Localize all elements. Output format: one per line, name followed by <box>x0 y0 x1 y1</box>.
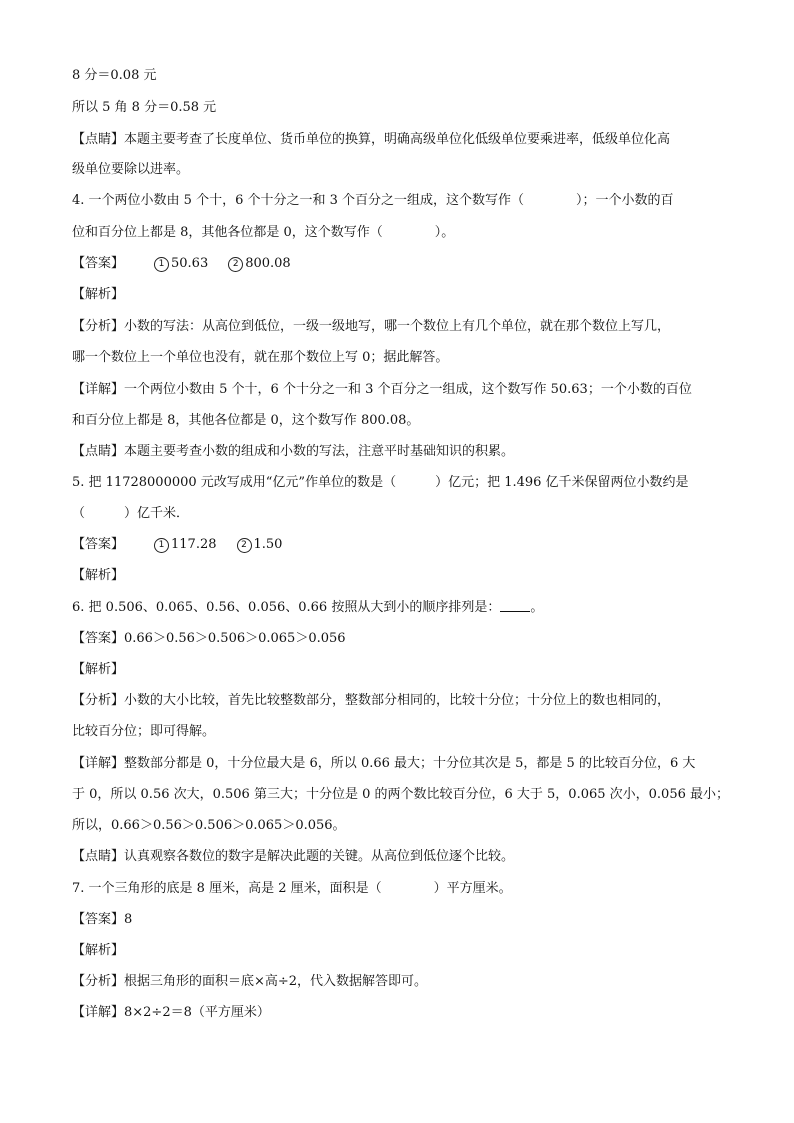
answer-label: 【答案】 <box>72 256 125 271</box>
xiangjie-line: 【详解】一个两位小数由 5 个十，6 个十分之一和 3 个百分之一组成，这个数写作 50.63；一个小数的百位 <box>72 382 692 397</box>
analysis-heading: 【解析】 <box>72 568 125 583</box>
text-line: 8 分＝0.08 元 <box>72 68 157 83</box>
circled-number: 2 <box>228 257 243 272</box>
answer-value: 117.28 <box>171 537 217 552</box>
text-line: 和百分位上都是 8，其他各位都是 0，这个数写作 800.08。 <box>72 413 420 428</box>
fenxi-line: 【分析】小数的写法：从高位到低位，一级一级地写，哪一个数位上有几个单位，就在那个数位上写几， <box>72 319 671 334</box>
answer-label: 【答案】 <box>72 537 125 552</box>
question-4-cont: 位和百分位上都是 8，其他各位都是 0，这个数写作（ ）。 <box>72 225 455 240</box>
analysis-heading: 【解析】 <box>72 287 125 302</box>
question-5-cont: （ ）亿千米． <box>72 506 190 521</box>
text-line: 所以，0.66＞0.56＞0.506＞0.065＞0.056。 <box>72 818 346 833</box>
answer-value: 50.63 <box>171 256 209 271</box>
text-line: 所以 5 角 8 分＝0.58 元 <box>72 100 217 115</box>
circled-number: 1 <box>154 257 169 272</box>
circled-number: 1 <box>154 538 169 553</box>
analysis-heading: 【解析】 <box>72 662 125 677</box>
text-line: 哪一个数位上一个单位也没有，就在那个数位上写 0；据此解答。 <box>72 350 449 365</box>
dianjing-line: 【点睛】本题主要考查小数的组成和小数的写法，注意平时基础知识的积累。 <box>72 444 515 459</box>
text-line: 级单位要除以进率。 <box>72 162 190 177</box>
dianjing-line: 【点睛】本题主要考查了长度单位、货币单位的换算，明确高级单位化低级单位要乘进率，低级单位化高 <box>72 132 671 147</box>
answer-q5 <box>72 536 282 554</box>
dianjing-line: 【点睛】认真观察各数位的数字是解决此题的关键。从高位到低位逐个比较。 <box>72 849 515 864</box>
question-5: 5. 把 11728000000 元改写成用“亿元”作单位的数是（ ）亿元；把 1.496 亿千米保留两位小数约是 <box>72 475 689 490</box>
xiangjie-line: 【详解】整数部分都是 0，十分位最大是 6，所以 0.66 最大；十分位其次是 5，都是 5 的比较百分位，6 大 <box>72 756 696 771</box>
question-6-text: 6. 把 0.506、0.065、0.56、0.056、0.66 按照从大到小的顺序排列是： <box>72 600 501 615</box>
question-6 <box>72 599 543 617</box>
circled-number: 2 <box>237 538 252 553</box>
answer-value: 1.50 <box>253 537 283 552</box>
answer-q4 <box>72 255 291 273</box>
xiangjie-line: 【详解】8×2÷2＝8（平方厘米） <box>72 1005 270 1020</box>
question-4: 4. 一个两位小数由 5 个十，6 个十分之一和 3 个百分之一组成，这个数写作（ ）；一个小数的百 <box>72 193 674 208</box>
answer-blank <box>500 599 530 612</box>
question-6-end: 。 <box>530 600 544 615</box>
answer-q6: 【答案】0.66＞0.56＞0.506＞0.065＞0.056 <box>72 631 346 646</box>
question-7: 7. 一个三角形的底是 8 厘米，高是 2 厘米，面积是（ ）平方厘米。 <box>72 881 512 896</box>
text-line: 于 0，所以 0.56 次大，0.506 第三大；十分位是 0 的两个数比较百分位，6 大于 5，0.065 次小，0.056 最小； <box>72 787 730 802</box>
analysis-heading: 【解析】 <box>72 943 125 958</box>
fenxi-line: 【分析】根据三角形的面积＝底×高÷2，代入数据解答即可。 <box>72 974 428 989</box>
text-line: 比较百分位；即可得解。 <box>72 724 216 739</box>
fenxi-line: 【分析】小数的大小比较，首先比较整数部分，整数部分相同的，比较十分位；十分位上的数也相同的， <box>72 693 671 708</box>
answer-value: 800.08 <box>245 256 291 271</box>
answer-q7: 【答案】8 <box>72 912 133 927</box>
